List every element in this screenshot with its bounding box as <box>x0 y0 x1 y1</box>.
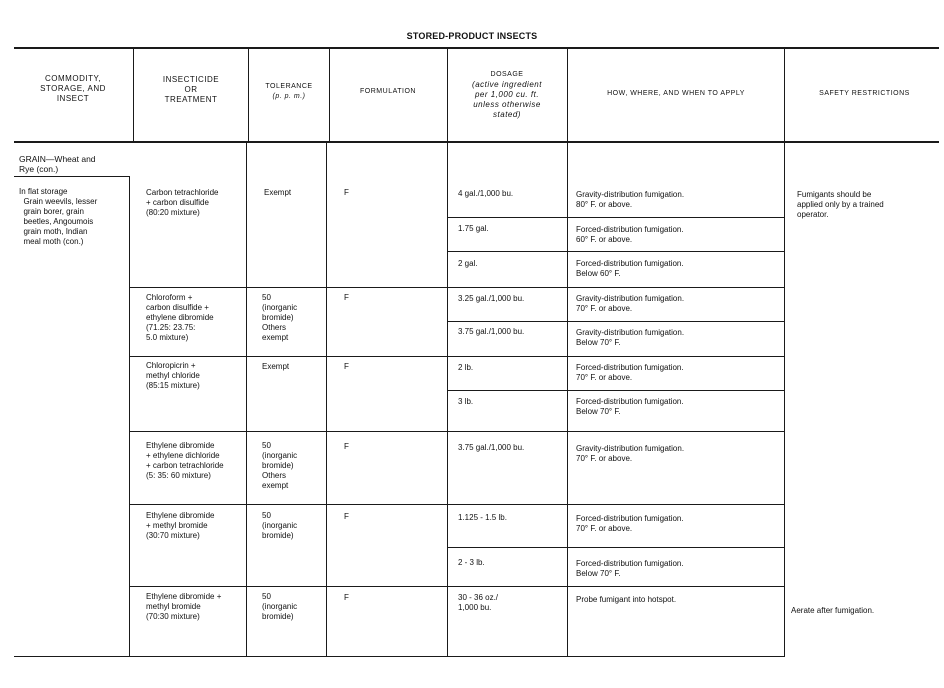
insecticide-cell: Ethylene dibromide + ethylene dichloride + carbon tetrachloride (5: 35: 60 mixture) <box>146 441 224 480</box>
apply-cell: Forced-distribution fumigation. Below 70° F. <box>576 397 684 416</box>
dosage-cell: 1.125 - 1.5 lb. <box>458 513 507 522</box>
col-sep-6 <box>784 47 785 657</box>
col-sep-2 <box>248 47 249 143</box>
commodity-storage: In flat storage Grain weevils, lesser grain borer, grain beetles, Angoumois grain moth, Indian meal moth (con.) <box>19 187 98 246</box>
row-sep <box>447 217 785 218</box>
formulation-cell: F <box>344 442 349 451</box>
insecticide-cell: Chloropicrin + methyl chloride (85:15 mixture) <box>146 361 200 390</box>
safety-fumigants: Fumigants should be applied only by a trained operator. <box>797 190 884 219</box>
apply-cell: Forced-distribution fumigation. 70° F. or above. <box>576 363 684 382</box>
col-sep-4 <box>447 47 448 657</box>
dosage-cell: 4 gal./1,000 bu. <box>458 189 514 198</box>
commodity-sub-rule <box>14 176 130 177</box>
dosage-cell: 1.75 gal. <box>458 224 489 233</box>
insecticide-cell: Ethylene dibromide + methyl bromide (70:30 mixture) <box>146 592 222 621</box>
row-sep <box>447 251 785 252</box>
table-top-rule <box>14 47 939 49</box>
insecticide-cell: Chloroform + carbon disulfide + ethylene dibromide (71.25: 23.75: 5.0 mixture) <box>146 293 214 342</box>
tolerance-unit-text: (p. p. m.) <box>272 93 306 100</box>
header-bottom-rule <box>14 141 939 143</box>
header-safety: SAFETY RESTRICTIONS <box>819 90 910 97</box>
col-sep-5 <box>567 47 568 657</box>
formulation-cell: F <box>344 593 349 602</box>
formulation-cell: F <box>344 293 349 302</box>
group-sep <box>129 504 785 505</box>
tolerance-cell: Exempt <box>264 188 292 197</box>
apply-cell: Probe fumigant into hotspot. <box>576 595 677 604</box>
formulation-cell: F <box>344 512 349 521</box>
tolerance-cell: 50 (inorganic bromide) <box>262 592 298 621</box>
header-tolerance-unit <box>250 92 328 101</box>
col-sep-1 <box>133 47 134 143</box>
apply-cell: Gravity-distribution fumigation. Below 70° F. <box>576 328 685 347</box>
col-sep-1-body <box>129 176 130 657</box>
safety-aerate: Aerate after fumigation. <box>791 606 875 615</box>
dosage-cell: 3.25 gal./1,000 bu. <box>458 294 525 303</box>
header-insecticide: INSECTICIDE OR TREATMENT <box>162 75 220 104</box>
group-sep <box>129 287 785 288</box>
dosage-cell: 30 - 36 oz./ 1,000 bu. <box>458 593 499 612</box>
group-sep <box>129 431 785 432</box>
row-sep <box>447 321 785 322</box>
dosage-cell: 2 gal. <box>458 259 478 268</box>
apply-cell: Gravity-distribution fumigation. 80° F. or above. <box>576 190 685 209</box>
group-sep <box>129 586 785 587</box>
dosage-cell: 3.75 gal./1,000 bu. <box>458 443 525 452</box>
col-sep-3-body <box>326 143 327 657</box>
apply-cell: Gravity-distribution fumigation. 70° F. or above. <box>576 444 685 463</box>
header-dosage: DOSAGE <box>490 71 524 78</box>
dosage-cell: 2 - 3 lb. <box>458 558 485 567</box>
header-tolerance: TOLERANCE <box>265 83 313 90</box>
row-sep <box>447 390 785 391</box>
group-sep <box>129 356 785 357</box>
apply-cell: Forced-distribution fumigation. Below 70° F. <box>576 559 684 578</box>
header-dosage-sub <box>449 80 565 120</box>
insecticide-cell: Carbon tetrachloride + carbon disulfide (80:20 mixture) <box>146 188 219 217</box>
header-formulation: FORMULATION <box>360 88 416 95</box>
dosage-sub-text: (active ingredient per 1,000 cu. ft. unless otherwise stated) <box>472 80 542 119</box>
apply-cell: Forced-distribution fumigation. Below 60° F. <box>576 259 684 278</box>
commodity-group: GRAIN—Wheat and Rye (con.) <box>19 154 96 174</box>
col-sep-2-body <box>246 143 247 657</box>
col-sep-3 <box>329 47 330 143</box>
dosage-cell: 3.75 gal./1,000 bu. <box>458 327 525 336</box>
tolerance-cell: 50 (inorganic bromide) Others exempt <box>262 293 298 342</box>
apply-cell: Forced-distribution fumigation. 70° F. or above. <box>576 514 684 533</box>
dosage-cell: 2 lb. <box>458 363 474 372</box>
header-commodity: COMMODITY, STORAGE, AND INSECT <box>40 74 106 103</box>
tolerance-cell: 50 (inorganic bromide) Others exempt <box>262 441 298 490</box>
apply-cell: Gravity-distribution fumigation. 70° F. or above. <box>576 294 685 313</box>
formulation-cell: F <box>344 362 349 371</box>
row-sep <box>447 547 785 548</box>
page-title: STORED-PRODUCT INSECTS <box>406 31 538 41</box>
tolerance-cell: Exempt <box>262 362 290 371</box>
dosage-cell: 3 lb. <box>458 397 474 406</box>
insecticide-cell: Ethylene dibromide + methyl bromide (30:70 mixture) <box>146 511 215 540</box>
formulation-cell: F <box>344 188 349 197</box>
header-how: HOW, WHERE, AND WHEN TO APPLY <box>607 90 745 97</box>
tolerance-cell: 50 (inorganic bromide) <box>262 511 298 540</box>
apply-cell: Forced-distribution fumigation. 60° F. or above. <box>576 225 684 244</box>
